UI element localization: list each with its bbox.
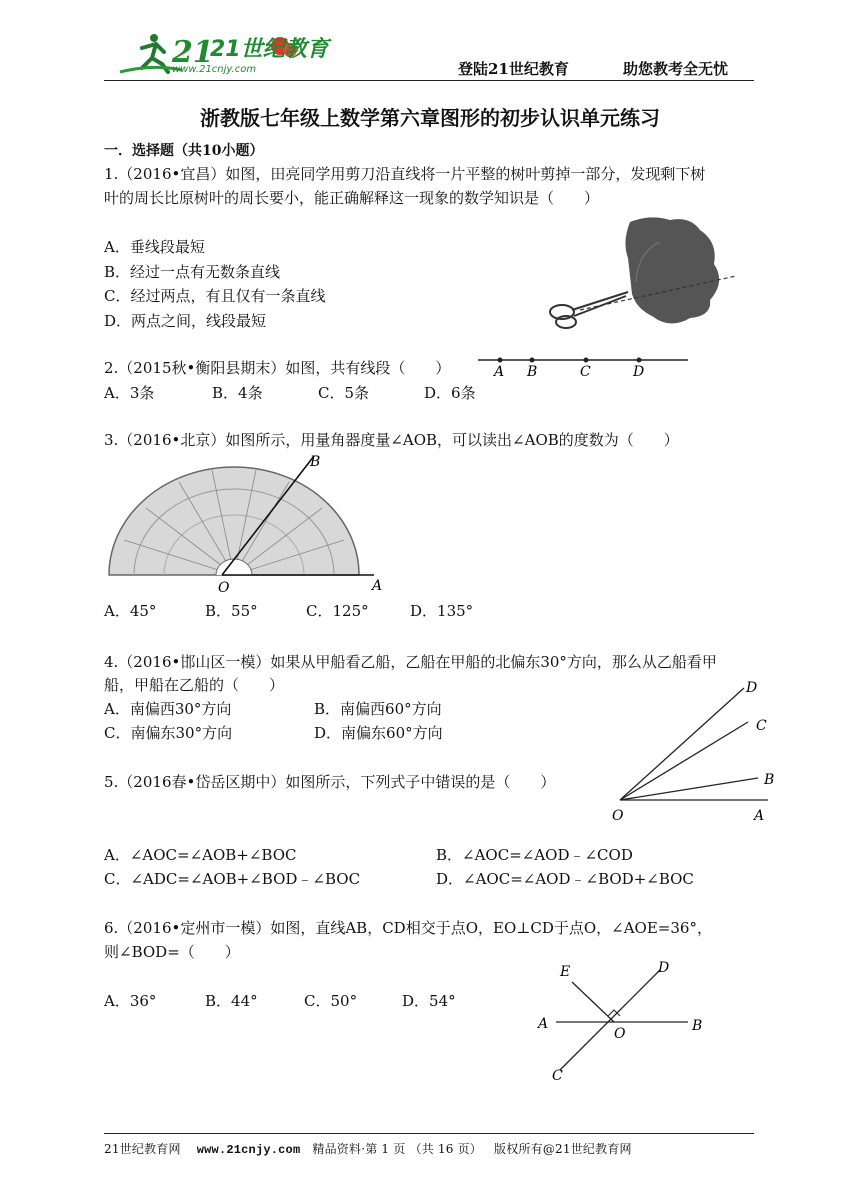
question-2-option-a: A．3条 [104, 384, 155, 402]
logo-brand-text: 21世纪教育 [210, 37, 329, 62]
question-6-line2: 则∠BOD=（ ） [104, 943, 240, 961]
question-1-option-c: C．经过两点，有且仅有一条直线 [104, 287, 326, 305]
header-slogan-right: 助您教考全无忧 [623, 60, 729, 78]
question-4-option-a: A．南偏西30°方向 [104, 700, 232, 718]
question-5-line1: 5.（2016春•岱岳区期中）如图所示，下列式子中错误的是（ ） [104, 773, 556, 791]
protractor-figure [104, 450, 394, 595]
question-2-option-c: C．5条 [318, 384, 370, 402]
question-4-option-d: D．南偏东60°方向 [314, 724, 443, 742]
question-6-option-c: C．50° [304, 992, 358, 1010]
leaf-shape [625, 217, 719, 323]
label-d: D [746, 680, 758, 696]
header-slogan-left: 登陆21世纪教育 [458, 60, 569, 78]
page-title: 浙教版七年级上数学第六章图形的初步认识单元练习 [200, 106, 660, 130]
question-1-option-a: A．垂线段最短 [104, 238, 205, 256]
question-1-option-b: B．经过一点有无数条直线 [104, 263, 281, 281]
leaf-scissors-figure [540, 212, 750, 337]
question-5-option-d: D．∠AOC=∠AOD﹣∠BOD+∠BOC [436, 870, 694, 888]
question-4-line1: 4.（2016•邯山区一模）如果从甲船看乙船，乙船在甲船的北偏东30°方向，那么从乙船看甲 [104, 653, 717, 671]
label-o: O [218, 580, 230, 595]
question-3-option-b: B．55° [205, 602, 258, 620]
logo-url[interactable]: www.21cnjy.com [172, 64, 257, 75]
label-b: B [764, 772, 775, 788]
question-4-option-c: C．南偏东30°方向 [104, 724, 233, 742]
question-2-option-d: D．6条 [424, 384, 476, 402]
svg-text:21: 21 [172, 35, 214, 70]
question-6-option-b: B．44° [205, 992, 258, 1010]
question-2-option-b: B．4条 [212, 384, 263, 402]
label-o: O [614, 1026, 626, 1042]
label-c: C [580, 364, 591, 380]
question-2-line1: 2.（2015秋•衡阳县期末）如图，共有线段（ ） [104, 359, 451, 377]
segment-line-figure [478, 350, 690, 380]
footer-url[interactable]: www.21cnjy.com [196, 1143, 301, 1157]
question-4-line2: 船，甲船在乙船的（ ） [104, 676, 285, 694]
question-4-option-b: B．南偏西60°方向 [314, 700, 442, 718]
footer-copyright: 版权所有@21世纪教育网 [494, 1142, 632, 1156]
label-b: B [692, 1018, 703, 1034]
question-1-line2: 叶的周长比原树叶的周长要小，能正确解释这一现象的数学知识是（ ） [104, 189, 600, 207]
question-6-option-a: A．36° [104, 992, 157, 1010]
footer-site: 21世纪教育网 [104, 1142, 181, 1156]
rays-figure [608, 678, 788, 826]
label-c: C [552, 1068, 563, 1084]
label-b: B [527, 364, 538, 380]
question-5-option-c: C．∠ADC=∠AOB+∠BOD﹣∠BOC [104, 870, 361, 888]
label-o: O [612, 808, 624, 824]
label-e: E [560, 964, 571, 980]
question-5-option-b: B．∠AOC=∠AOD﹣∠COD [436, 846, 633, 864]
question-3-option-a: A．45° [104, 602, 157, 620]
question-6-line1: 6.（2016•定州市一模）如图，直线AB，CD相交于点O，EO⊥CD于点O，∠AOE=36°， [104, 919, 712, 937]
label-d: D [658, 960, 670, 976]
question-3-line1: 3.（2016•北京）如图所示，用量角器度量∠AOB，可以读出∠AOB的度数为（ ） [104, 431, 679, 449]
question-1-option-d: D．两点之间，线段最短 [104, 312, 267, 330]
question-6-option-d: D．54° [402, 992, 456, 1010]
question-3-option-c: C．125° [306, 602, 369, 620]
label-a: A [494, 364, 505, 380]
label-b: B [310, 454, 321, 470]
label-c: C [756, 718, 767, 734]
footer [104, 1140, 632, 1157]
scissors-icon [550, 292, 628, 328]
label-a: A [372, 578, 383, 594]
question-3-option-d: D．135° [410, 602, 474, 620]
intersecting-lines-figure [536, 958, 716, 1084]
footer-divider [104, 1133, 754, 1134]
footer-page-info: 精品资料·第 1 页 （共 16 页） [312, 1142, 482, 1156]
label-a: A [754, 808, 765, 824]
label-a: A [538, 1016, 549, 1032]
question-1-line1: 1.（2016•宜昌）如图，田亮同学用剪刀沿直线将一片平整的树叶剪掉一部分，发现剩下树 [104, 165, 706, 183]
section-heading: 一．选择题（共10小题） [104, 143, 264, 159]
question-5-option-a: A．∠AOC=∠AOB+∠BOC [104, 846, 297, 864]
label-d: D [633, 364, 645, 380]
header-divider [104, 80, 754, 81]
